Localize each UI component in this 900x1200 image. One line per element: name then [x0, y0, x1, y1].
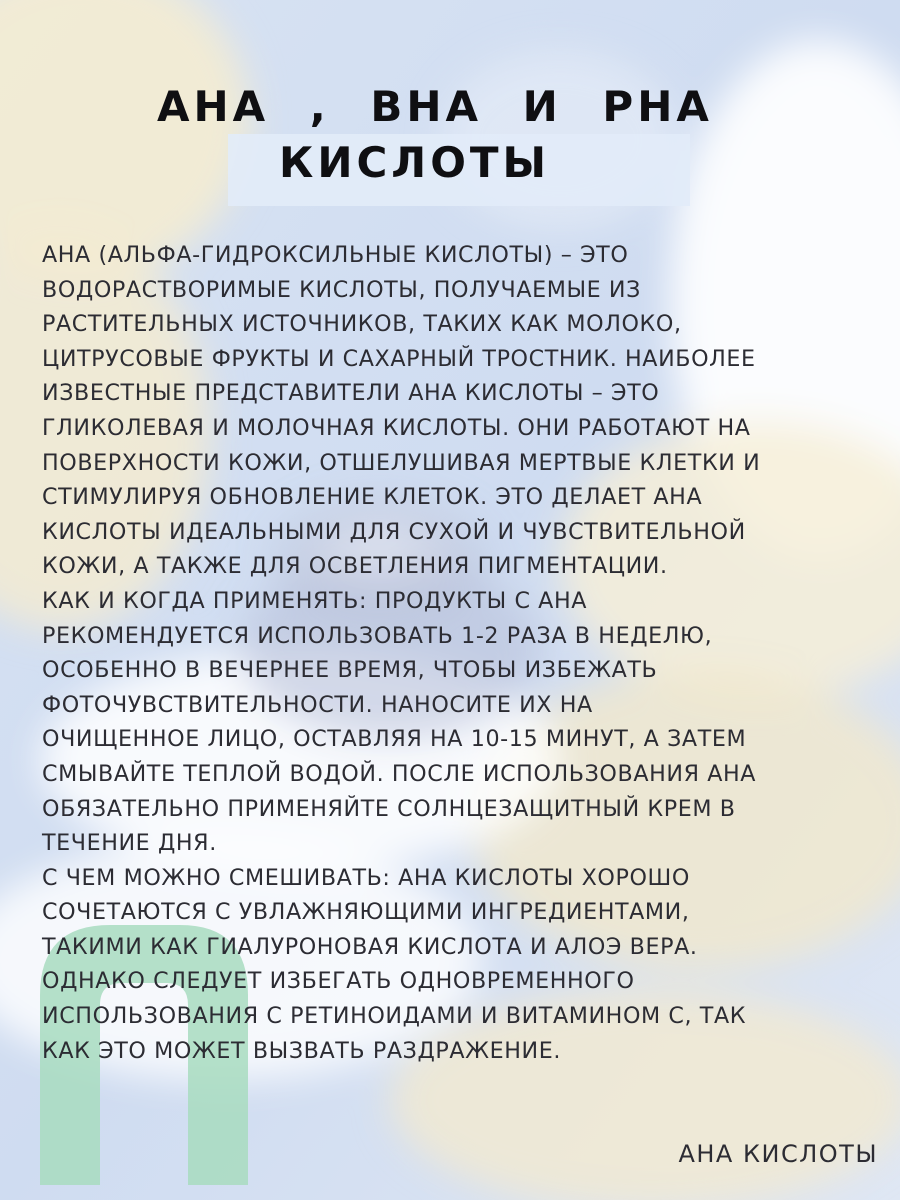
body-line: ВОДОРАСТВОРИМЫЕ КИСЛОТЫ, ПОЛУЧАЕМЫЕ ИЗ: [42, 276, 641, 303]
page-title-line2: КИСЛОТЫ: [279, 138, 551, 187]
body-line: РЕКОМЕНДУЕТСЯ ИСПОЛЬЗОВАТЬ 1-2 РАЗА В НЕДЕЛЮ,: [42, 622, 713, 649]
body-line: КАК ЭТО МОЖЕТ ВЫЗВАТЬ РАЗДРАЖЕНИЕ.: [42, 1037, 562, 1064]
body-line: КАК И КОГДА ПРИМЕНЯТЬ: ПРОДУКТЫ С АНА: [42, 587, 588, 614]
body-line: КИСЛОТЫ ИДЕАЛЬНЫМИ ДЛЯ СУХОЙ И ЧУВСТВИТЕЛЬНОЙ: [42, 518, 746, 545]
body-line: ИЗВЕСТНЫЕ ПРЕДСТАВИТЕЛИ АНА КИСЛОТЫ – ЭТО: [42, 380, 660, 407]
body-line: С ЧЕМ МОЖНО СМЕШИВАТЬ: АНА КИСЛОТЫ ХОРОШО: [42, 864, 690, 891]
body-line: СМЫВАЙТЕ ТЕПЛОЙ ВОДОЙ. ПОСЛЕ ИСПОЛЬЗОВАНИЯ АНА: [42, 760, 757, 787]
body-line: ОДНАКО СЛЕДУЕТ ИЗБЕГАТЬ ОДНОВРЕМЕННОГО: [42, 968, 635, 995]
body-line: ФОТОЧУВСТВИТЕЛЬНОСТИ. НАНОСИТЕ ИХ НА: [42, 691, 593, 718]
body-line: СТИМУЛИРУЯ ОБНОВЛЕНИЕ КЛЕТОК. ЭТО ДЕЛАЕТ АНА: [42, 484, 703, 511]
body-line: ОЧИЩЕННОЕ ЛИЦО, ОСТАВЛЯЯ НА 10-15 МИНУТ, А ЗАТЕМ: [42, 726, 747, 753]
body-line: ПОВЕРХНОСТИ КОЖИ, ОТШЕЛУШИВАЯ МЕРТВЫЕ КЛЕТКИ И: [42, 449, 761, 476]
body-line: ИСПОЛЬЗОВАНИЯ С РЕТИНОИДАМИ И ВИТАМИНОМ С, ТАК: [42, 1003, 747, 1030]
footer-caption: АНА КИСЛОТЫ: [678, 1140, 878, 1168]
body-line: АНА (АЛЬФА-ГИДРОКСИЛЬНЫЕ КИСЛОТЫ) – ЭТО: [42, 242, 629, 268]
article-body: [42, 238, 872, 1068]
body-line: ЦИТРУСОВЫЕ ФРУКТЫ И САХАРНЫЙ ТРОСТНИК. НАИБОЛЕЕ: [42, 345, 756, 372]
body-line: ГЛИКОЛЕВАЯ И МОЛОЧНАЯ КИСЛОТЫ. ОНИ РАБОТАЮТ НА: [42, 414, 751, 441]
body-line: ОБЯЗАТЕЛЬНО ПРИМЕНЯЙТЕ СОЛНЦЕЗАЩИТНЫЙ КРЕМ В: [42, 795, 736, 822]
body-line: КОЖИ, А ТАКЖЕ ДЛЯ ОСВЕТЛЕНИЯ ПИГМЕНТАЦИИ.: [42, 553, 668, 580]
body-line: РАСТИТЕЛЬНЫХ ИСТОЧНИКОВ, ТАКИХ КАК МОЛОКО,: [42, 311, 682, 338]
body-line: ТЕЧЕНИЕ ДНЯ.: [42, 830, 217, 857]
body-line: СОЧЕТАЮТСЯ С УВЛАЖНЯЮЩИМИ ИНГРЕДИЕНТАМИ,: [42, 899, 690, 926]
page-title-line1: АНА , ВНА И РНА: [157, 82, 713, 131]
body-line: ОСОБЕННО В ВЕЧЕРНЕЕ ВРЕМЯ, ЧТОБЫ ИЗБЕЖАТЬ: [42, 657, 658, 684]
body-line: ТАКИМИ КАК ГИАЛУРОНОВАЯ КИСЛОТА И АЛОЭ ВЕРА.: [42, 933, 698, 960]
